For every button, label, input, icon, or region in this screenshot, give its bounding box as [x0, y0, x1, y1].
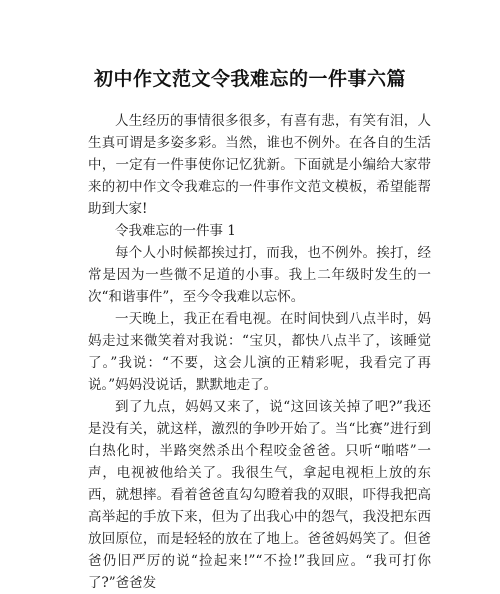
- story-paragraph-1: 每个人小时候都挨过打，而我，也不例外。挨打，经常是因为一些微不足道的小事。我上二年级时发生的一次“和谐事件”，至今令我难以忘怀。: [88, 245, 431, 305]
- document-title: 初中作文范文令我难忘的一件事六篇: [93, 68, 406, 90]
- story-paragraph-3: 到了九点，妈妈又来了，说“这回该关掉了吧?”我还是没有关，就这样，激烈的争吵开始了。当“比赛”进行到白热化时，半路突然杀出个程咬金爸爸。只听“啪嗒”一声，电视被他给关了。我很生气，拿起电视柜上放的东西，就想摔。看着爸爸直勾勾瞪着我的双眼，吓得我把高高举起的手放下来，但为了出我心中的怨气，我没把东西放回原位，而是轻轻的放在了地上。爸爸妈妈笑了。但爸爸仍旧严厉的说“捡起来!”“不捡!”我回应。“我可打你了?”爸爸发: [88, 399, 431, 591]
- intro-paragraph: 人生经历的事情很多很多，有喜有悲，有笑有泪，人生真可谓是多姿多彩。当然，谁也不例外。在各自的生活中，一定有一件事使你记忆犹新。下面就是小编给大家带来的初中作文令我难忘的一件事作文范文模板，希望能帮助到大家!: [88, 113, 431, 217]
- section-heading: 令我难忘的一件事 1: [115, 223, 236, 239]
- story-paragraph-2: 一天晚上，我正在看电视。在时间快到八点半时，妈妈走过来微笑着对我说：“宝贝，都快八点半了，该睡觉了。”我说：“不要，这会儿演的正精彩呢，我看完了再说。”妈妈没说话，默默地走了。: [88, 311, 431, 393]
- document-body: [88, 110, 431, 594]
